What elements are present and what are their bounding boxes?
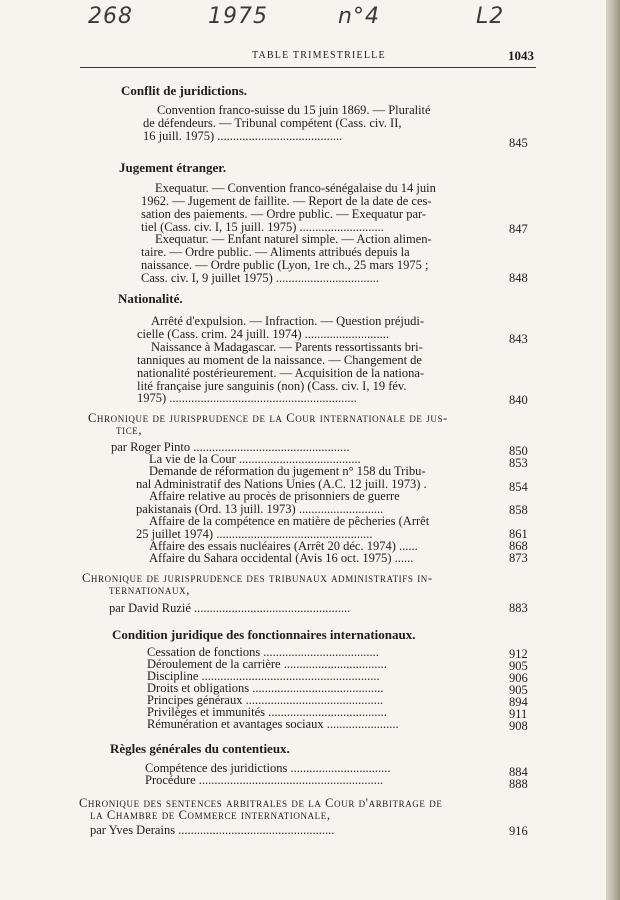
- toc-entry-line: Discipline .........................................................: [147, 669, 380, 683]
- toc-entry-line: Affaire relative au procès de prisonniers de guerre: [149, 489, 400, 503]
- toc-entry-line: Chronique de jurisprudence des tribunaux administratifs in-: [82, 571, 433, 585]
- section-heading: Jugement étranger.: [119, 160, 227, 175]
- toc-entry-line: Compétence des juridictions ................................: [145, 761, 391, 775]
- toc-entry-line: Déroulement de la carrière .................................: [147, 657, 387, 671]
- toc-page-number: 888: [509, 777, 528, 791]
- toc-page-number: 884: [509, 765, 528, 779]
- toc-entry-line: 1975) ............................................................: [137, 391, 357, 405]
- page-header: [0, 48, 620, 68]
- toc-entry-line: nal Administratif des Nations Unies (A.C. 12 juill. 1973) .: [136, 477, 427, 491]
- toc-entry-line: Procédure ...........................................................: [145, 773, 384, 787]
- page-edge-shadow: [606, 0, 620, 900]
- section-heading: Conflit de juridictions.: [121, 83, 248, 98]
- toc-page-number: 850: [509, 444, 528, 458]
- toc-entry-line: 16 juill. 1975) ........................................: [143, 129, 343, 143]
- toc-entry-line: Affaire du Sahara occidental (Avis 16 oct. 1975) ......: [149, 551, 414, 565]
- toc-entry-line: Cessation de fonctions .....................................: [147, 645, 379, 659]
- toc-page-number: 840: [509, 393, 528, 407]
- toc-page-number: 912: [509, 647, 528, 661]
- toc-entry-line: taire. — Ordre public. — Aliments attribués depuis la: [141, 245, 410, 259]
- toc-entry-line: Privilèges et immunités ......................................: [147, 705, 387, 719]
- toc-entry-line: Arrêté d'expulsion. — Infraction. — Question préjudi-: [151, 314, 425, 328]
- toc-page-number: 873: [509, 551, 528, 565]
- toc-entry-line: par Yves Derains ..................................................: [90, 823, 335, 837]
- toc-page-number: 916: [509, 824, 528, 838]
- toc-page-number: 868: [509, 539, 528, 553]
- toc-page-number: 854: [509, 480, 528, 494]
- toc-entry-line: tiel (Cass. civ. I, 15 juill. 1975) ...........................: [141, 220, 384, 234]
- handwritten-note-4: L2: [476, 4, 505, 29]
- toc-entry-line: La vie de la Cour .......................................: [149, 452, 361, 466]
- toc-page-number: 908: [509, 719, 528, 733]
- toc-entry-line: 1962. — Jugement de faillite. — Report de la date de ces-: [141, 194, 432, 208]
- toc-entry-line: Chronique des sentences arbitrales de la Cour d'arbitrage de: [79, 796, 443, 810]
- running-title: TABLE TRIMESTRIELLE: [252, 50, 386, 61]
- page-number: 1043: [508, 48, 534, 63]
- toc-page-number: 905: [509, 683, 528, 697]
- toc-entry-line: tanniques au moment de la naissance. — Changement de: [137, 353, 422, 367]
- toc-entry-line: la Chambre de Commerce internationale,: [90, 808, 331, 822]
- toc-entry-line: pakistanais (Ord. 13 juill. 1973) ...........................: [136, 502, 384, 516]
- toc-entry-line: sation des paiements. — Ordre public. — Exequatur par-: [141, 207, 427, 221]
- toc-page-number: 883: [509, 601, 528, 615]
- toc-entry-line: par Roger Pinto ..................................................: [111, 440, 350, 454]
- toc-page-number: 843: [509, 332, 528, 346]
- toc-page-number: 845: [509, 136, 528, 150]
- toc-entry-line: par David Ruzié ..................................................: [109, 601, 351, 615]
- section-heading: Nationalité.: [118, 291, 183, 306]
- toc-entry-line: Affaire de la compétence en matière de pêcheries (Arrêt: [149, 514, 430, 528]
- toc-page-number: 894: [509, 695, 528, 709]
- toc-entry-line: Exequatur. — Convention franco-sénégalaise du 14 juin: [155, 181, 436, 195]
- toc-entry-line: ternationaux,: [109, 583, 190, 597]
- toc-page-number: 905: [509, 659, 528, 673]
- toc-page-number: 853: [509, 456, 528, 470]
- toc-page-number: 911: [509, 707, 528, 721]
- toc-entry-line: Cass. civ. I, 9 juillet 1975) .................................: [141, 271, 380, 285]
- handwritten-note-2: 1975: [208, 4, 268, 29]
- toc-entry-line: Rémunération et avantages sociaux .......................: [147, 717, 399, 731]
- toc-entry-line: Demande de réformation du jugement n° 158 du Tribu-: [149, 464, 426, 478]
- toc-entry-line: nationalité postérieurement. — Acquisition de la nationa-: [137, 366, 425, 380]
- toc-entry-line: tice,: [116, 423, 143, 437]
- toc-entry-line: Principes généraux ............................................: [147, 693, 384, 707]
- toc-entry-line: 25 juillet 1974) ..................................................: [136, 527, 373, 541]
- toc-entry-line: Exequatur. — Enfant naturel simple. — Action alimen-: [155, 232, 432, 246]
- toc-page-number: 848: [509, 271, 528, 285]
- toc-entry-line: Naissance à Madagascar. — Parents ressortissants bri-: [151, 340, 423, 354]
- section-heading: Condition juridique des fonctionnaires internationaux.: [112, 627, 416, 642]
- toc-entry-line: Droits et obligations ..........................................: [147, 681, 384, 695]
- toc-entry-line: Chronique de jurisprudence de la Cour internationale de jus-: [88, 411, 448, 425]
- toc-page-number: 858: [509, 503, 528, 517]
- toc-entry-line: lité française jure sanguinis (non) (Cass. civ. I, 19 fév.: [137, 379, 407, 393]
- toc-page-number: 906: [509, 671, 528, 685]
- toc-entry-line: naissance. — Ordre public (Lyon, 1re ch., 25 mars 1975 ;: [141, 258, 429, 272]
- handwritten-note-1: 268: [88, 4, 133, 29]
- section-heading: Règles générales du contentieux.: [110, 741, 290, 756]
- toc-entry-line: cielle (Cass. crim. 24 juill. 1974) ...........................: [137, 327, 390, 341]
- toc-entry-line: Affaire des essais nucléaires (Arrêt 20 déc. 1974) ......: [149, 539, 418, 553]
- toc-entry-line: de défendeurs. — Tribunal compétent (Cass. civ. II,: [143, 116, 402, 130]
- toc-entry-line: Convention franco-suisse du 15 juin 1869. — Pluralité: [157, 103, 431, 117]
- toc-page-number: 861: [509, 527, 528, 541]
- handwritten-note-3: n°4: [338, 4, 380, 29]
- header-rule: [80, 67, 536, 68]
- toc-page-number: 847: [509, 222, 528, 236]
